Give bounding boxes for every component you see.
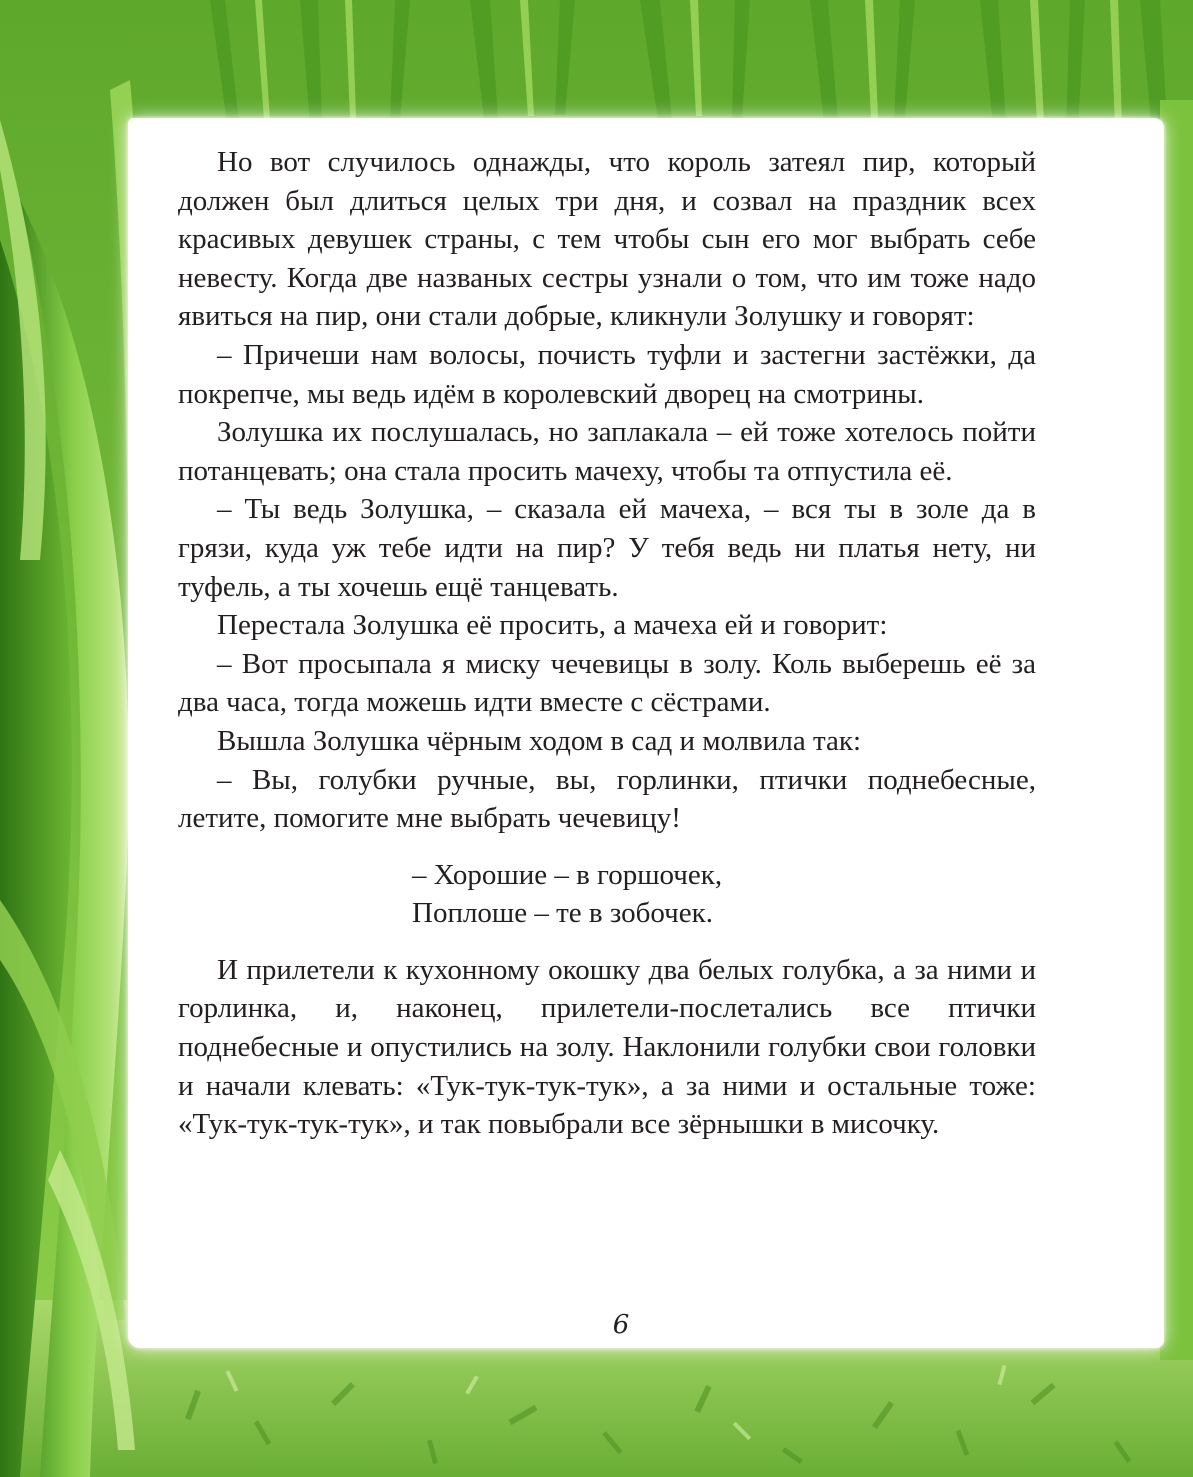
paragraph: – Вот просыпала я миску чечевицы в золу. Коль выберешь её за два часа, тогда можешь идти вместе с сёстрами. xyxy=(178,647,1036,719)
paragraph: – Вы, голубки ручные, вы, горлинки, птички поднебесные, летите, помогите мне выбрать чечевицу! xyxy=(178,763,1036,835)
paragraph: Но вот случилось однажды, что король затеял пир, который должен был длиться целых три дня, и созвал на праздник всех красивых девушек страны, с тем чтобы сын его мог выбрать себе невесту. Когда две названых сестры узнали о том, что им тоже надо явиться на пир, они стали добрые, кликнули Золушку и говорят: xyxy=(178,146,1036,333)
verse-line: Поплоше – те в зобочек. xyxy=(412,897,713,930)
story-text xyxy=(178,143,1036,1144)
paragraph: Перестала Золушка её просить, а мачеха ей и говорит: xyxy=(217,609,888,642)
paragraph: Золушка их послушалась, но заплакала – ей тоже хотелось пойти потанцевать; она стала просить мачеху, чтобы та отпустила её. xyxy=(178,416,1036,487)
verse-line: – Хорошие – в горшочек, xyxy=(412,858,723,891)
paragraph: Вышла Золушка чёрным ходом в сад и молвила так: xyxy=(217,724,862,757)
paragraph: – Причеши нам волосы, почисть туфли и застегни застёжки, да покрепче, мы ведь идём в королевский дворец на смотрины. xyxy=(178,338,1036,410)
page-number: 6 xyxy=(612,1310,630,1340)
closing-paragraph: И прилетели к кухонному окошку два белых голубка, а за ними и горлинка, и, наконец, прилетели-послетались все птички поднебесные и опустились на золу. Наклонили голубки свои головки и начали клевать: «Тук-тук-тук-тук», а за ними и остальные тоже: «Тук-тук-тук-тук», и так повыбрали все зёрнышки в мисочку. xyxy=(178,953,1036,1141)
paragraph: – Ты ведь Золушка, – сказала ей мачеха, – вся ты в золе да в грязи, куда уж тебе идти на пир? У тебя ведь ни платья нету, ни туфель, а ты хочешь ещё танцевать. xyxy=(178,493,1036,603)
verse xyxy=(412,856,1036,933)
